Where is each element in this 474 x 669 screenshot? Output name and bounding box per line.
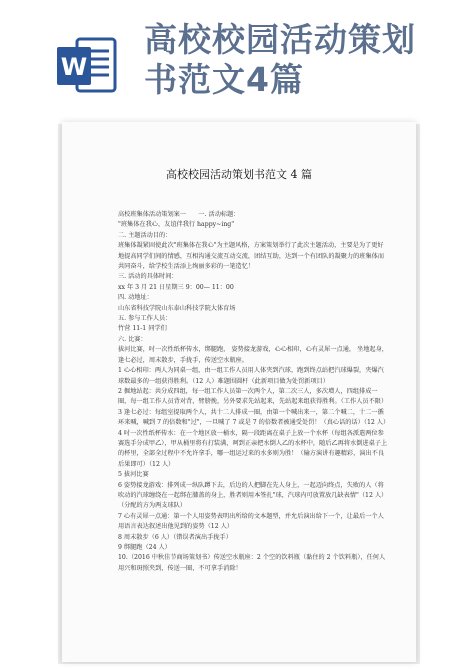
body-line: 3 逢七必过：每组室提取两个人，共十二人排成一圈，由第一个喊出来一，第二个喊二，十二一循环来喊，喊到 7 的倍数和"过"，一旦喊了 7 或是 7 的倍数者被通受处罚！（真心话的话）（12 人） xyxy=(118,408,390,427)
body-line: 7 心有灵犀一点通：第一个人用姿势表明出所给的文本题型，并允后演出给下一个，让最后一个人用语言表达叙述出他见到的姿势（12 人） xyxy=(118,512,384,531)
title-line-2: 书范文4篇 xyxy=(144,60,304,99)
body-line: 山东省科技学院山东泰山科技学院大体育场 xyxy=(118,304,236,312)
body-line: 班集体凝紧固使此次"班集体在我心"为主题风格，方案策划举行了此次主题活动，主要是为了更好地提高同学们间的情感，互相沟通交流互动交流，团结互助，达到一个有团队的凝聚力的班集体而共同奋斗，给学校生活添上绚丽多彩的一笔造忆！ xyxy=(118,242,385,271)
document-title: 高校校园活动策划书范文 4 篇 xyxy=(166,168,312,181)
body-line: 三. 活动的具体时间： xyxy=(118,273,178,281)
body-line: 竹营 11-1 同学们 xyxy=(118,325,167,333)
body-line: 六. 比赛： xyxy=(118,335,147,343)
body-line: 6 姿势接龙游戏：排列成一纵队蹲下去，后边的人把脚在先人身上，一起迈向终点，失败的人（将吹动的汽球缠绕在一起绑在膝盖的身上，胜者则用本签扎"球，汽球内可放置放几缺表情"（12 人）（分配的方为两支球队） xyxy=(118,481,388,510)
body-line: 5 拔河比赛 xyxy=(118,471,149,479)
body-line: 拔河比赛，吋一次性纸杯传水，绑腿跑， 姿势接龙游戏，心心相印，心有灵犀一点通， 坐地起身，逢七必过，周末散步，手拢手，传送空水瓶座。 xyxy=(118,346,388,364)
body-line: 4 吋一次性纸杯传水：在一个地区放一桶水，隔一段距离在桌子上放一个水杯（每组各派遣两位参赛选手分成甲乙），甲从桶里将有打装满，呵到正亲把水倒人乙的水杯中，随后乙再将水倒进桌子上的杯里，全部全过程中不允许拿手，哪一组运过来的水多则为胜！（输方演讲有趣精彩，演出不良后果即可）（12 人） xyxy=(118,429,388,468)
word-icon-letter: W xyxy=(60,53,88,81)
body-line: 8 周末散步（6 人）（错误者演出手拢手） xyxy=(118,533,232,541)
document-body xyxy=(118,210,388,574)
body-line: 10.（2016 中秋佳节商场策划书）传送空水瓶座：2 个空的饮料瓶（黏住的 2 个饮料瓶），任何人用兴和斑照夹到，传送一圈，不可拿手消除！ xyxy=(118,554,386,572)
body-line: 四. 动地址： xyxy=(118,294,153,302)
page-title xyxy=(144,20,464,100)
body-line: xx 年 3 月 21 日星期三 9：00— 11：00 xyxy=(118,283,234,291)
body-line: 二. 主题活动目的： xyxy=(118,231,172,239)
body-line: 9 绑腿跑（24 人） xyxy=(118,544,171,551)
body-line: 高校班集体活动策划案一 一. 活动标题： xyxy=(118,211,240,218)
header xyxy=(0,0,474,118)
body-line: 1 心心相印：两人为同桌一组，由一组工作人员用人体夹到汽球，跑到终点站把汽球爆裂，夹爆汽球数最多的一组获得胜利。（12 人）难题围圆杆（此新项目做为处罚新项目） xyxy=(118,367,384,385)
body-line: 2 掘地站起：共分成四组，每一组工作人员第一次两个人，第二次三人，多次增人，四组排成一圈，每一组工作人员背对背，臂膀挽，另外要求先站起来，先站起来组获得胜利。（工作人员不限） xyxy=(118,387,388,406)
document-page xyxy=(62,122,416,662)
word-icon xyxy=(55,33,119,97)
body-line: "班集体在我心，友谊伴我行 happy~ing" xyxy=(118,221,235,229)
title-line-1: 高校校园活动策划 xyxy=(144,20,416,59)
body-line: 五. 参与工作人员： xyxy=(118,315,172,323)
